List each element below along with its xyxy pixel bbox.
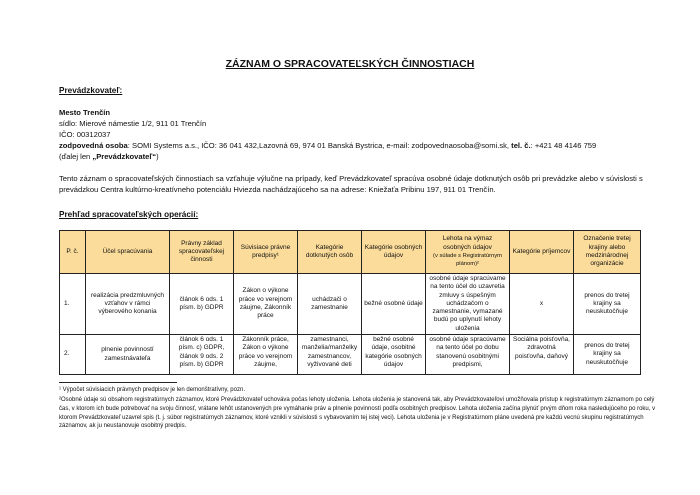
subjects-cell: zamestnanci, manželia/manželky zamestnancov, vyživované deti	[298, 335, 362, 375]
lehota-header-text: Lehota na výmaz osobných údajov	[442, 235, 493, 251]
basis-cell: článok 6 ods. 1 písm. c) GDPR, článok 9 ods. 2 písm. b) GDPR	[170, 335, 234, 375]
document-title: ZÁZNAM O SPRACOVATEĽSKÝCH ČINNOSTIACH	[225, 58, 475, 70]
lehota-header-sub: (v súlade s Registratúrnym plánom)²	[433, 253, 502, 268]
alias-prefix: (ďalej len	[59, 152, 91, 161]
header-cell-lehota	[426, 231, 510, 274]
table-row	[60, 274, 641, 335]
provider-dpo	[59, 141, 596, 150]
data-categories-cell: bežné osobné údaje, osobitné kategórie osobných údajov	[362, 335, 426, 375]
header-cell: Účel spracúvania	[86, 231, 170, 274]
provider-alias	[59, 152, 159, 161]
provider-name: Mesto Trenčín	[59, 108, 111, 117]
basis-cell: článok 6 ods. 1 písm. b) GDPR	[170, 274, 234, 335]
row-number: 2.	[60, 335, 86, 375]
dpo-text: : SOMI Systems a.s., IČO: 36 041 432,Lazovná 69, 974 01 Banská Bystrica, e-mail: zodpovednaosoba@somi.sk,	[127, 141, 510, 150]
header-cell: Právny základ spracovateľskej činnosti	[170, 231, 234, 274]
header-cell: Kategórie dotknutých osôb	[298, 231, 362, 274]
deletion-cell: osobné údaje spracúvame na tento účel do uzavretia zmluvy s úspešným uchádzačom o zamestnanie, vymazané budú po uplynutí lehoty uloženia	[426, 274, 510, 335]
header-cell: Označenie tretej krajiny alebo medzinárodnej organizácie	[574, 231, 641, 274]
phone-text: : +421 48 4146 759	[530, 141, 597, 150]
third-country-cell: prenos do tretej krajiny sa neuskutočňuje	[574, 335, 641, 375]
data-categories-cell: bežné osobné údaje	[362, 274, 426, 335]
dpo-label: zodpovedná osoba	[59, 141, 128, 150]
deletion-cell: osobné údaje spracúvame na tento účel po dobu stanovenú osobitnými predpismi,	[426, 335, 510, 375]
third-country-cell: prenos do tretej krajiny sa neuskutočňuje	[574, 274, 641, 335]
overview-heading: Prehľad spracovateľských operácií:	[59, 210, 199, 219]
subjects-cell: uchádzači o zamestnanie	[298, 274, 362, 335]
footnote-divider	[59, 382, 177, 383]
purpose-cell: realizácia predzmluvných vzťahov v rámci výberového konania	[86, 274, 170, 335]
header-cell: Súvisiace právne predpisy¹	[234, 231, 298, 274]
table-row	[60, 335, 641, 375]
provider-seat: sídlo: Mierové námestie 1/2, 911 01 Trenčín	[59, 119, 207, 128]
recipients-cell: x	[510, 274, 574, 335]
purpose-cell: plnenie povinností zamestnávateľa	[86, 335, 170, 375]
footnote-2: ²Osobné údaje sú obsahom registratúrnych záznamov, ktoré Prevádzkovateľ uchováva počas lehoty uloženia. Lehota uloženia je stanovená tak, aby Prevádzkovateľovi umožňovala prístup k registratúrnym záznamom po celý čas, v ktorom ich bude potrebovať na svoju činnosť, vrátane lehôt ustanovených pre vymáhanie práv a plnenie povinností podľa osobitných predpisov. Lehota uloženia začína plynúť prvým dňom roka nasledujúceho po roku, v ktorom Prevádzkovateľ uzavrel spis (t. j. súbor registratúrnych záznamov, ktoré vznikli v súvislosti s vybavovaním tej istej veci). Lehota uloženia je v Registratúrnom pláne uvedená pre každú vecnú skupinu registratúrnych záznamov, ak ju neustanovuje osobitný predpis.	[59, 397, 656, 430]
header-cell: P. č.	[60, 231, 86, 274]
alias-suffix: )	[156, 152, 159, 161]
phone-label: tel. č.	[511, 141, 531, 150]
provider-heading: Prevádzkovateľ:	[59, 86, 123, 95]
header-cell: Kategórie osobných údajov	[362, 231, 426, 274]
alias-name: „Prevádzkovateľ“	[92, 152, 157, 161]
footnote-1: ¹ Výpočet súvisiacich právnych predpisov je len demonštratívny, pozn.	[59, 387, 245, 393]
processing-table	[59, 230, 641, 375]
recipients-cell: Sociálna poisťovňa, zdravotná poisťovňa, daňový	[510, 335, 574, 375]
row-number: 1.	[60, 274, 86, 335]
provider-ico: IČO: 00312037	[59, 130, 111, 139]
laws-cell: Zákon o výkone práce vo verejnom záujme, Zákonník práce	[234, 274, 298, 335]
intro-paragraph: Tento záznam o spracovateľských činnostiach sa vzťahuje výlučne na prípady, keď Prevádzkovateľ spracúva osobné údaje dotknutých osôb pri prevádzke alebo v súvislosti s prevádzkou Centra kultúrno-kreatívneho potenciálu Hviezda nachádzajúceho sa na adrese: Kniežaťa Pribinu 197, 911 01 Trenčín.	[59, 174, 643, 194]
table-header-row	[60, 231, 641, 274]
header-cell: Kategórie príjemcov	[510, 231, 574, 274]
laws-cell: Zákonník práce, Zákon o výkone práce vo verejnom záujme,	[234, 335, 298, 375]
